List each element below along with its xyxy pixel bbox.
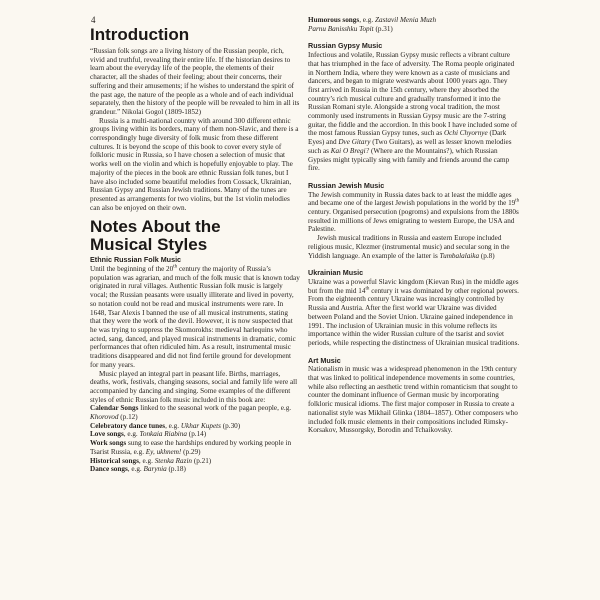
genre-list (90, 404, 300, 474)
humorous-label: Humorous songs (308, 16, 360, 24)
introduction-heading: Introduction (90, 25, 190, 44)
genre-label: Love songs (90, 430, 124, 439)
genre-page-ref: (p.12) (118, 413, 138, 422)
humorous-example-2: Parnu Banisshku Topit (308, 24, 374, 33)
genre-page-ref: (p.29) (181, 447, 201, 456)
genre-text: , e.g. (138, 456, 155, 465)
humorous-text: , e.g. (359, 16, 375, 24)
notes-heading-line1: Notes About the (90, 217, 221, 237)
jewish-p2-text: Jewish musical traditions in Russia and eastern Europe included religious music, Klezmer (instrumental music) and secular song in the Yiddish language. An example of the latter is (308, 234, 510, 260)
notes-heading-line2: Musical Styles (90, 235, 208, 255)
gypsy-tune-2-translation: (Two Guitars), as well as lesser known melodies such as (308, 138, 512, 155)
genre-text: linked to the seasonal work of the pagan people, e.g. (138, 404, 292, 413)
genre-text: , e.g. (165, 421, 181, 430)
gypsy-text-a: Infectious and volatile, Russian Gypsy music reflects a vibrant culture that has triumphed in the face of adversity. The Roma people originated in Northern India, where they were known as a caste of musicians and dancers, and began to migrate westwards about 1000 years ago. They first arrived in Russia in the 15th century, where they absorbed the country’s rich musical culture and gradually transformed it into the Russian Romani style. Alongside a strong vocal tradition, the most commonly used instruments in Russian Gypsy music are the 7-string guitar, the fiddle and the accordion. In this book I have included some of the most famous Russian Gypsy tunes, such as (308, 51, 518, 138)
ukr-text-b: century it was dominated by other regional powers. From the eighteenth century Ukraine was increasingly controlled by Russia and Austria. After the first world war Ukraine was divided between Poland and the Soviet Union. Ukraine gained independence in 1991. The inclusion of Ukrainian music in this volume reflects its importance within the wider Russian culture of the tsarist and soviet periods, while respecting the distinctness of Ukrainian musical traditions. (308, 286, 520, 347)
genre-text: sung to ease the hardships endured by working people in Tsarist Russia, e.g. (90, 439, 292, 456)
genre-example: Ey, ukhnem! (145, 447, 182, 456)
genre-example: Tonkaia Riabina (139, 430, 187, 439)
genre-example: Khorovod (90, 413, 119, 422)
russian-jewish-heading: Russian Jewish Music (308, 180, 385, 190)
gypsy-text-b: (Where are the Mountains?), which Russian Gypsies might typically sing with family and friends around the camp fire. (308, 146, 510, 173)
jewish-p1-superscript: th (515, 198, 520, 204)
humorous-example-1: Zastavil Menia Muzh (374, 16, 437, 24)
intro-paragraph: Russia is a multi-national country with around 300 different ethnic groups living within its borders, many of them non-Slavic, and there is a correspondingly huge diversity of folk music from these different cultures. It is beyond the scope of this book to cover every style of folkloric music in Russia, so I have chosen a selection of music that works well on the violin and which is hopefully enjoyable to play. The majority of the pieces in the book are ethnic Russian folk tunes, but I have also included some beautiful melodies from Cossack, Ukrainian, Russian Gypsy and Russian Jewish traditions. Many of the tunes are presented as arrangements for two violins, but the 1st violin melodies can also be enjoyed on their own. (90, 116, 299, 212)
genre-page-ref: (p.30) (220, 421, 241, 430)
genre-page-ref: (p.21) (192, 456, 212, 465)
ethnic-paragraph-1 (90, 265, 300, 369)
genre-item (90, 422, 300, 431)
page-number: 4 (91, 15, 96, 25)
ethnic-russian-heading: Ethnic Russian Folk Music (90, 255, 182, 265)
ethnic-p1-superscript: th (173, 264, 178, 270)
jewish-p1-text-b: century. Organised persecution (pogroms) and expulsions from the 1880s resulted in millions of Jews emigrating to western Europe, the USA and Palestine. (308, 208, 519, 234)
genre-item (90, 404, 300, 421)
humorous-songs-item (308, 16, 520, 33)
ethnic-paragraph-2: Music played an integral part in peasant life. Births, marriages, deaths, work, festivals, changing seasons, social and family life were all accompanied by dancing and singing. Some examples of the different styles of ethnic Russian folk music included in this book are: (90, 369, 298, 404)
genre-label: Historical songs (90, 456, 139, 465)
gogol-quote: “Russian folk songs are a living history of the Russian people, rich, vivid and truthful, revealing their entire life. If the historian desires to learn about the everyday life of the people, the elements of their character, all the shades of their feeling; about their concerns, their suffering and their amusements; if he wishes to understand the spirit of the past age, the nature of the people as a whole and of each individual separately, then the history of the people will be revealed to him in all its grandeur.” Nikolai Gogol (1809-1852) (90, 47, 300, 116)
humorous-page-ref: (p.31) (373, 24, 393, 33)
left-column (90, 25, 300, 474)
ukrainian-paragraph (308, 278, 520, 348)
genre-label: Celebratory dance tunes (90, 421, 166, 430)
jewish-page-ref: (p.8) (479, 251, 495, 260)
jewish-paragraph-2 (308, 234, 520, 260)
genre-page-ref: (p.18) (166, 465, 186, 474)
right-column (308, 16, 520, 435)
genre-item (90, 439, 300, 456)
art-music-paragraph: Nationalism in music was a widespread phenomenon in the 19th century that was linked to political independence movements in some countries, while also reflecting an aesthetic trend within romanticism that sought to counter the dominant influence of German music by incorporating folkloric musical idioms. The first major composer in Russia to create a nationalist style was Mikhail Glinka (1804–1857). Other composers who included folk music elements in their compositions included Rimsky-Korsakov, Mussorgsky, Borodin and Tchaikovsky. (308, 365, 518, 435)
genre-item (90, 430, 300, 439)
notes-heading (90, 218, 300, 254)
genre-label: Calendar Songs (90, 404, 139, 413)
genre-item (90, 465, 300, 474)
genre-example: Barynia (143, 465, 167, 474)
ukr-text-a: Ukraine was a powerful Slavic kingdom (Kievan Rus) in the middle ages but from the mid 14 (308, 277, 519, 295)
art-music-heading: Art Music (308, 355, 341, 365)
jewish-p1-text-a: The Jewish community in Russia dates back to at least the middle ages and became one of the largest Jewish populations in the world by the 19 (308, 190, 516, 208)
gypsy-paragraph (308, 51, 520, 173)
genre-page-ref: (p.14) (187, 430, 207, 439)
genre-example: Stenka Razin (154, 456, 193, 465)
genre-text: , e.g. (127, 465, 144, 474)
ukr-superscript: th (365, 286, 370, 292)
genre-item (90, 457, 300, 466)
gypsy-tune-2: Dve Gitary (338, 138, 371, 147)
gypsy-tune-3: Kai O Bregi? (330, 146, 370, 155)
genre-label: Work songs (90, 439, 127, 448)
genre-text: , e.g. (123, 430, 140, 439)
jewish-example: Tumbalalaika (439, 251, 480, 260)
russian-gypsy-heading: Russian Gypsy Music (308, 41, 383, 51)
genre-example: Ukhar Kupets (180, 421, 221, 430)
genre-label: Dance songs (90, 465, 128, 474)
ethnic-p1-text-b: century the majority of Russia’s population was agrarian, and much of the folk music that is known today originated in rural villages. Authentic Russian folk music is largely vocal; the Russian peasants were usually illiterate and lived in poverty, so notation could not be read and musical instruments were rare. In 1648, Tsar Alexis I banned the use of all musical instruments, stating that they were the work of the devil. However, it is now suspected that he was trying to suppress the Skomorokhs: medieval harlequins who acted, sang, danced, and played musical instruments in dramatic, comic performances that often ridiculed him. As a result, instrumental music traditions disappeared and did not find fertile ground for development for many years. (90, 265, 300, 369)
gypsy-tune-1: Ochi Chyornye (443, 129, 488, 138)
ukrainian-heading: Ukrainian Music (308, 268, 364, 278)
ethnic-p1-text-a: Until the beginning of the 20 (90, 265, 174, 274)
gypsy-tune-1-translation: (Dark Eyes) and (308, 129, 507, 147)
jewish-paragraph-1 (308, 191, 520, 235)
